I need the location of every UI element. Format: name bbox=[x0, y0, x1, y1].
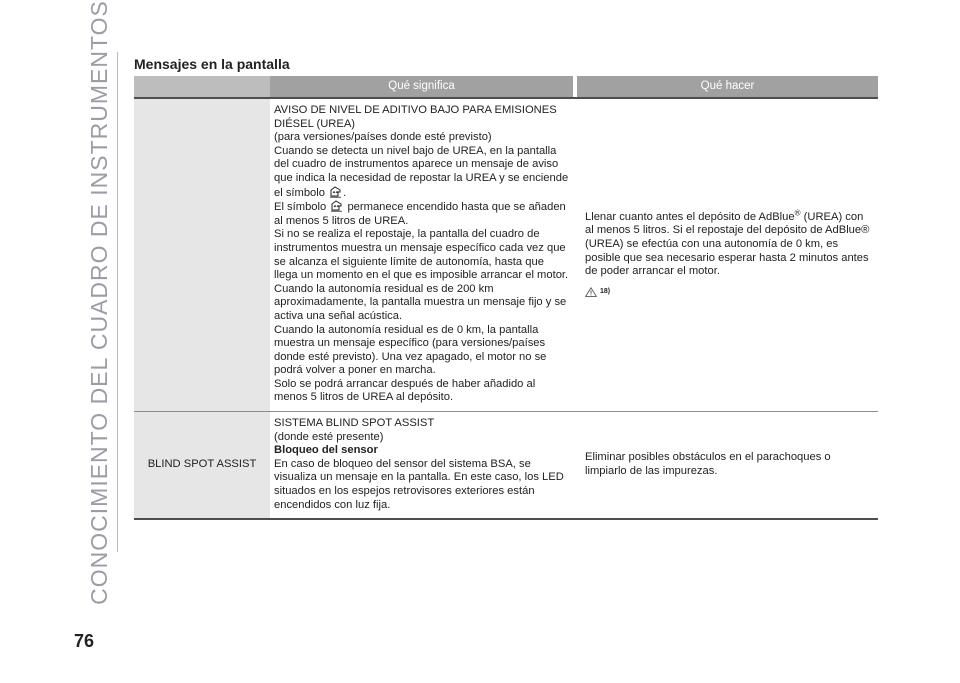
header-meaning: Qué significa bbox=[270, 76, 573, 98]
row-label bbox=[134, 98, 270, 412]
page-number: 76 bbox=[74, 631, 95, 651]
meaning-paragraph: Cuando la autonomía residual es de 0 km, la pantalla muestra un mensaje específico (para versiones/países donde esté previsto). Una vez apagado, el motor no se podrá volver a poner en marcha. bbox=[274, 323, 547, 377]
warning-reference bbox=[585, 285, 874, 299]
meaning-subheading: Bloqueo del sensor bbox=[274, 444, 378, 457]
meaning-paragraph: El símbolo permanece encendido hasta que se añaden al menos 5 litros de UREA. bbox=[274, 201, 566, 227]
meaning-heading: SISTEMA BLIND SPOT ASSIST bbox=[274, 417, 435, 430]
meaning-paragraph: Cuando se detecta un nivel bajo de UREA, en la pantalla del cuadro de instrumentos aparece un mensaje de aviso que indica la necesidad de repostar la UREA y se enciende el símbolo . bbox=[274, 144, 569, 199]
meaning-paragraph: Si no se realiza el repostaje, la pantalla del cuadro de instrumentos muestra un mensaje específico cada vez que se alcanza el siguiente límite de autonomía, hasta que llega un momento en el que es imposible arrancar el motor. bbox=[274, 228, 569, 282]
meaning-heading: AVISO DE NIVEL DE ADITIVO BAJO PARA EMISIONES DIÉSEL (UREA) bbox=[274, 104, 557, 130]
warning-triangle-icon bbox=[585, 287, 597, 297]
table-row bbox=[134, 98, 878, 412]
row-meaning bbox=[270, 412, 573, 520]
urea-symbol-icon bbox=[329, 186, 342, 198]
row-meaning bbox=[270, 98, 573, 412]
registered-mark: ® bbox=[794, 208, 801, 218]
table-header-row bbox=[134, 76, 878, 98]
section-title: Mensajes en la pantalla bbox=[134, 56, 290, 72]
header-label-column bbox=[134, 76, 270, 98]
meaning-paragraph: Solo se podrá arrancar después de haber añadido al menos 5 litros de UREA al depósito. bbox=[274, 377, 536, 404]
table-row bbox=[134, 412, 878, 520]
row-action bbox=[577, 412, 878, 520]
meaning-paragraph: Cuando la autonomía residual es de 200 km aproximadamente, la pantalla muestra un mensaje fijo y se activa una señal acústica. bbox=[274, 282, 567, 322]
row-action bbox=[577, 98, 878, 412]
warning-ref-number: 18) bbox=[600, 287, 611, 295]
chapter-title-text: CONOCIMIENTO DEL CUADRO DE INSTRUMENTOS bbox=[85, 0, 112, 605]
meaning-note: (para versiones/países donde esté previsto) bbox=[274, 131, 492, 144]
action-text: Llenar cuanto antes el depósito de AdBlue® (UREA) con al menos 5 litros. Si el repostaje del depósito de AdBlue® (UREA) se efectúa con una autonomía de 0 km, es posible que sea necesario esperar hasta 2 minutos antes de poder arrancar el motor. bbox=[585, 208, 870, 278]
urea-symbol-icon bbox=[330, 200, 343, 212]
header-action: Qué hacer bbox=[577, 76, 878, 98]
meaning-note: (donde esté presente) bbox=[274, 430, 384, 443]
row-label: BLIND SPOT ASSIST bbox=[134, 412, 270, 520]
chapter-divider bbox=[117, 52, 118, 552]
action-text: Eliminar posibles obstáculos en el parachoques o limpiarlo de las impurezas. bbox=[585, 451, 831, 477]
meaning-paragraph: En caso de bloqueo del sensor del sistema BSA, se visualiza un mensaje en la pantalla. En este caso, los LED situados en los espejos retrovisores exteriores están encendidos con luz fija. bbox=[274, 457, 564, 511]
chapter-title bbox=[84, 0, 114, 605]
messages-table bbox=[134, 76, 878, 520]
